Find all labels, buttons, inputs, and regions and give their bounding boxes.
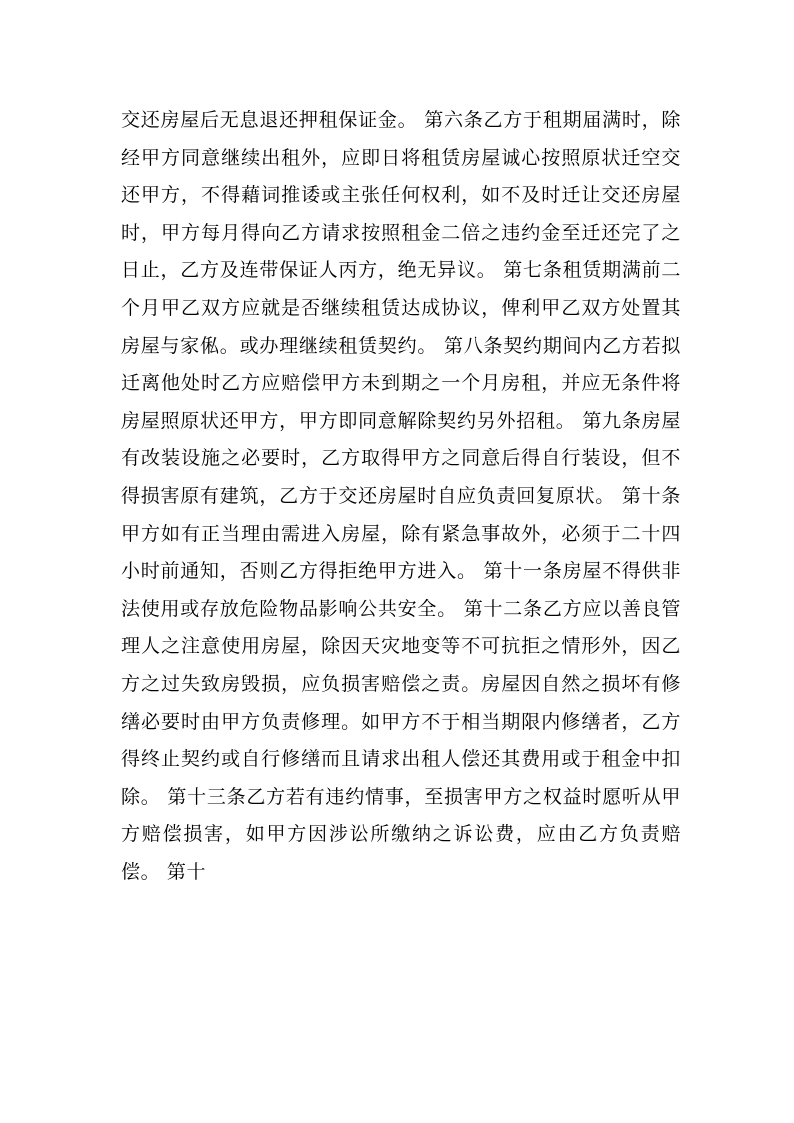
contract-body-text: 交还房屋后无息退还押租保证金。 第六条乙方于租期届满时，除经甲方同意继续出租外，应即日将租赁房屋诚心按照原状迁空交还甲方，不得藉词推诿或主张任何权利，如不及时迁让交还房屋时，甲方每月得向乙方请求按照租金二倍之违约金至迁还完了之日止，乙方及连带保证人丙方，绝无异议。 第七条租赁期满前二个月甲乙双方应就是否继续租赁达成协议，俾利甲乙双方处置其房屋与家俬。或办理继续租赁契约。 第八条契约期间内乙方若拟迁离他处时乙方应赔偿甲方未到期之一个月房租，并应无条件将房屋照原状还甲方，甲方即同意解除契约另外招租。 第九条房屋有改装设施之必要时，乙方取得甲方之同意后得自行装设，但不得损害原有建筑，乙方于交还房屋时自应负责回复原状。 第十条甲方如有正当理由需进入房屋，除有紧急事故外，必须于二十四小时前通知，否则乙方得拒绝甲方进入。 第十一条房屋不得供非法使用或存放危险物品影响公共安全。 第十二条乙方应以善良管理人之注意使用房屋，除因天灾地变等不可抗拒之情形外，因乙方之过失致房毁损，应负损害赔偿之责。房屋因自然之损坏有修缮必要时由甲方负责修理。如甲方不于相当期限内修缮者，乙方得终止契约或自行修缮而且请求出租人偿还其费用或于租金中扣除。 第十三条乙方若有违约情事，至损害甲方之权益时愿听从甲方赔偿损害，如甲方因涉讼所缴纳之诉讼费，应由乙方负责赔偿。 第十 [121,109,681,883]
